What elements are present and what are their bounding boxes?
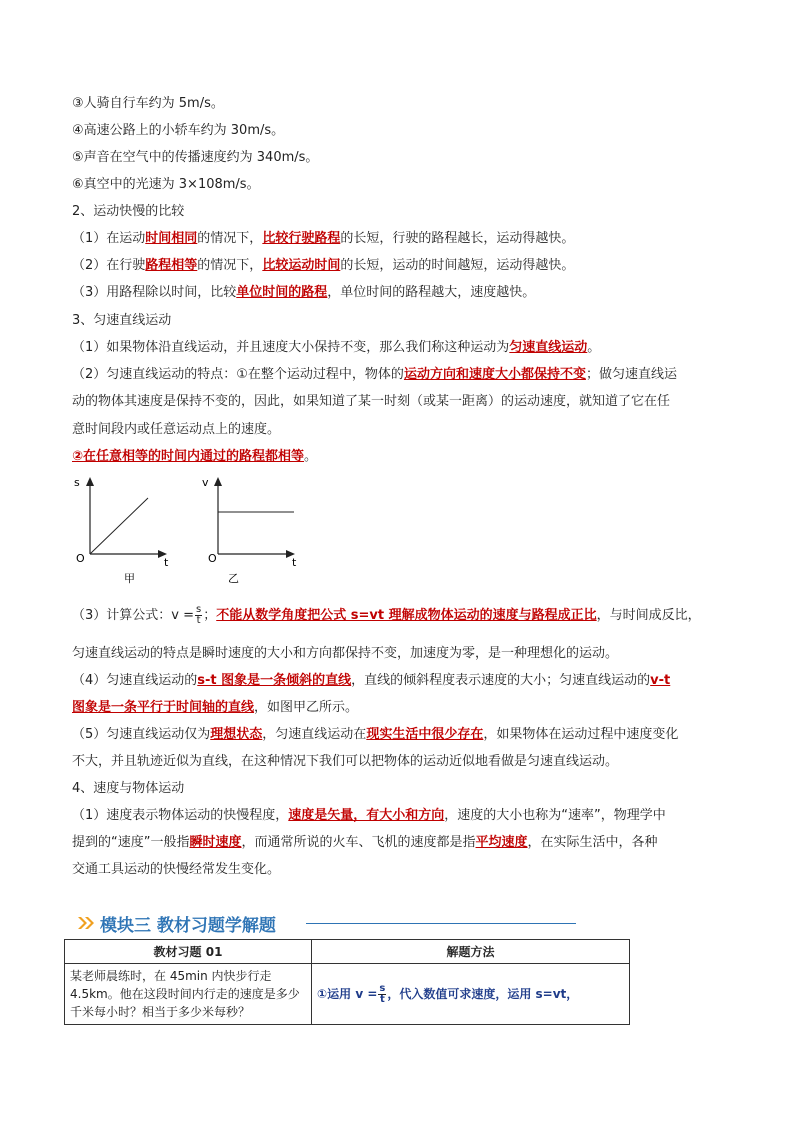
- text-line: 提到的“速度”一般指瞬时速度，而通常所说的火车、飞机的速度都是指平均速度，在实际生活中，各种: [72, 835, 658, 850]
- exercise-question: 某老师晨练时，在 45min 内快步行走 4.5km。他在这段时间内行走的速度是多少千米每小时？相当于多少米每秒？: [65, 964, 312, 1025]
- double-chevron-icon: [76, 913, 96, 933]
- text-line: （1）在运动时间相同的情况下，比较行驶路程的长短，行驶的路程越长，运动得越快。: [72, 231, 575, 246]
- exercise-table: [64, 939, 630, 1025]
- text-line: （4）匀速直线运动的s-t 图象是一条倾斜的直线，直线的倾斜程度表示速度的大小；匀速直线运动的v-t: [72, 673, 671, 688]
- text-line: 意时间段内或任意运动点上的速度。: [72, 422, 281, 437]
- heading-rule: [306, 923, 576, 924]
- text-line: ③人骑自行车约为 5m/s。: [72, 96, 224, 111]
- text-line: ⑤声音在空气中的传播速度约为 340m/s。: [72, 150, 319, 165]
- module-title: 模块三 教材习题学解题: [100, 916, 276, 936]
- text-line: 匀速直线运动的特点是瞬时速度的大小和方向都保持不变，加速度为零，是一种理想化的运动。: [72, 646, 619, 661]
- origin-label: O: [208, 552, 217, 565]
- text-line: （3）计算公式：v = $\frac{s}{t}$ ；不能从数学角度把公式 s=vt 理解成物体运动的速度与路程成正比，与时间成反比，: [72, 604, 701, 626]
- text-line: （2）在行驶路程相等的情况下，比较运动时间的长短，运动的时间越短，运动得越快。: [72, 258, 575, 273]
- text-line: 交通工具运动的快慢经常发生变化。: [72, 862, 281, 877]
- x-label: t: [164, 556, 169, 569]
- section-heading: 3、匀速直线运动: [72, 313, 172, 328]
- fraction: $\frac{s}{t}$: [379, 982, 386, 1005]
- y-label: s: [74, 476, 80, 489]
- text-line: （1）速度表示物体运动的快慢程度，速度是矢量，有大小和方向，速度的大小也称为“速率”，物理学中: [72, 808, 666, 823]
- text-line: 动的物体其速度是保持不变的，因此，如果知道了某一时刻（或某一距离）的运动速度，就知道了它在任: [72, 394, 671, 409]
- caption: 甲: [124, 572, 135, 585]
- text-line: ④高速公路上的小轿车约为 30m/s。: [72, 123, 285, 138]
- st-line: [90, 498, 148, 554]
- text-line: 图象是一条平行于时间轴的直线，如图甲乙所示。: [72, 700, 359, 715]
- text-line: （3）用路程除以时间，比较单位时间的路程，单位时间的路程越大，速度越快。: [72, 285, 536, 300]
- text-line: ②在任意相等的时间内通过的路程都相等。: [72, 449, 318, 464]
- text-line: （1）如果物体沿直线运动，并且速度大小保持不变，那么我们称这种运动为匀速直线运动。: [72, 340, 601, 355]
- origin-label: O: [76, 552, 85, 565]
- x-label: t: [292, 556, 297, 569]
- text-line: 不大，并且轨迹近似为直线，在这种情况下我们可以把物体的运动近似地看做是匀速直线运动。: [72, 754, 619, 769]
- text-line: （2）匀速直线运动的特点：①在整个运动过程中，物体的运动方向和速度大小都保持不变；做匀速直线运: [72, 367, 677, 382]
- y-axis-arrow: [214, 477, 222, 486]
- section-heading: 2、运动快慢的比较: [72, 204, 185, 219]
- graph-st: [70, 474, 180, 588]
- table-header-exercise: 教材习题 01: [65, 940, 312, 964]
- caption: 乙: [228, 572, 239, 585]
- section-heading: 4、速度与物体运动: [72, 781, 185, 796]
- text-line: ⑥真空中的光速为 3×108m/s。: [72, 177, 260, 192]
- fraction: $\frac{s}{t}$: [196, 604, 202, 626]
- module-heading: [76, 909, 576, 937]
- graph-vt: [198, 474, 308, 588]
- text-line: （5）匀速直线运动仅为理想状态，匀速直线运动在现实生活中很少存在，如果物体在运动过程中速度变化: [72, 727, 679, 742]
- table-header-method: 解题方法: [312, 940, 630, 964]
- solution-method: ①运用 v = $\frac{s}{t}$ ，代入数值可求速度，运用 s=vt，: [312, 964, 630, 1025]
- y-axis-arrow: [86, 477, 94, 486]
- y-label: v: [202, 476, 209, 489]
